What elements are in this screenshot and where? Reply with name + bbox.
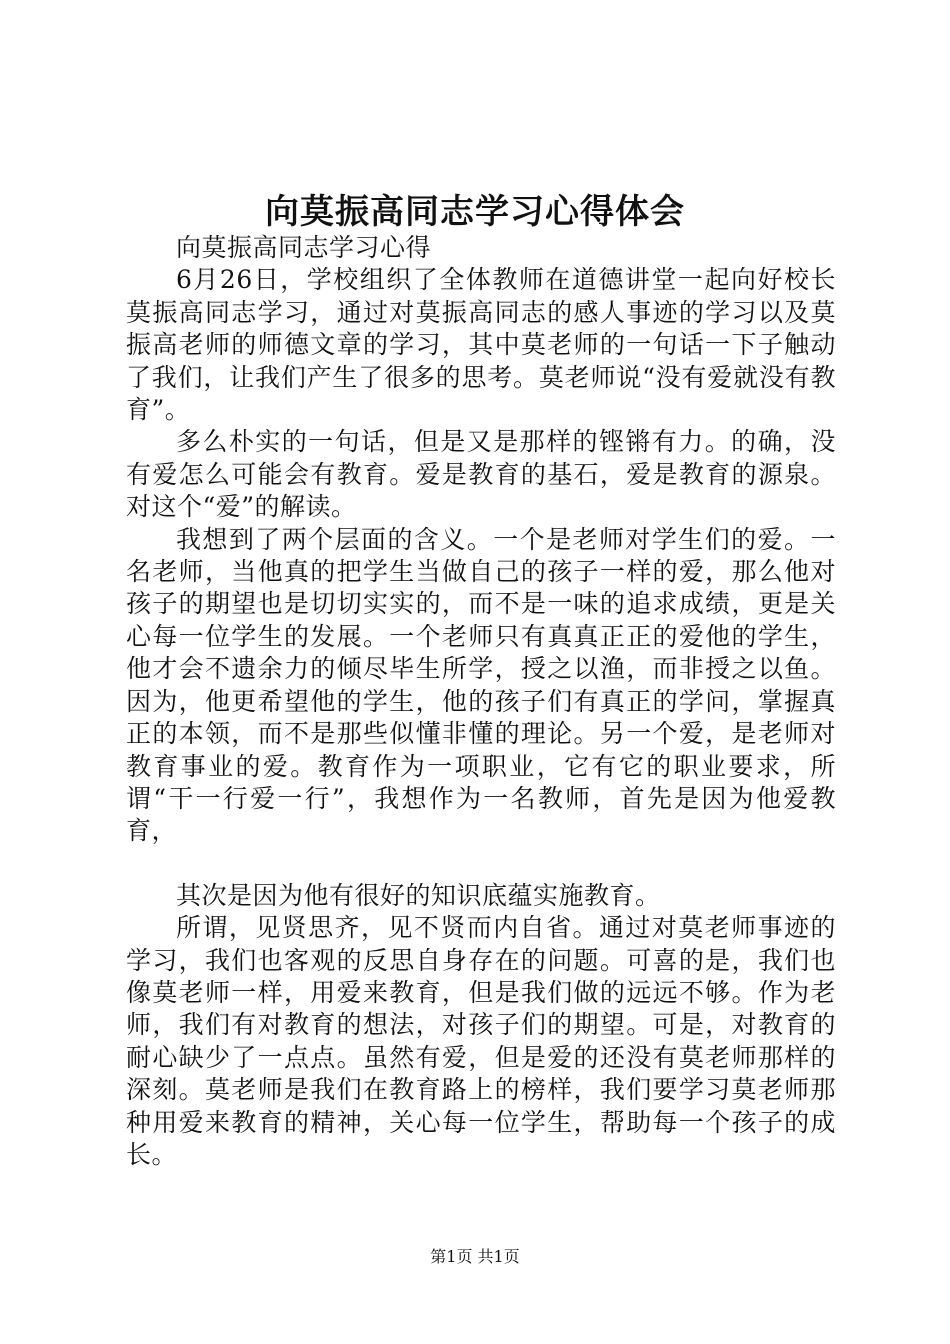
body-paragraph: 所谓，见贤思齐，见不贤而内自省。通过对莫老师事迹的学习，我们也客观的反思自身存在的问题。可喜的是，我们也像莫老师一样，用爱来教育，但是我们做的远远不够。作为老师，我们有对教育的想法，对孩子们的期望。可是，对教育的耐心缺少了一点点。虽然有爱，但是爱的还没有莫老师那样的深刻。莫老师是我们在教育路上的榜样，我们要学习莫老师那种用爱来教育的精神，关心每一位学生，帮助每一个孩子的成长。	[126, 913, 836, 1169]
document-body	[126, 232, 836, 1171]
body-paragraph: 6月26日，学校组织了全体教师在道德讲堂一起向好校长莫振高同志学习，通过对莫振高同志的感人事迹的学习以及莫振高老师的师德文章的学习，其中莫老师的一句话一下子触动了我们，让我们产生了很多的思考。莫老师说“没有爱就没有教育”。	[126, 265, 836, 425]
body-paragraph: 我想到了两个层面的含义。一个是老师对学生们的爱。一名老师，当他真的把学生当做自己的孩子一样的爱，那么他对孩子的期望也是切切实实的，而不是一味的追求成绩，更是关心每一位学生的发展。一个老师只有真真正正的爱他的学生，他才会不遗余力的倾尽毕生所学，授之以渔，而非授之以鱼。因为，他更希望他的学生，他的孩子们有真正的学问，掌握真正的本领，而不是那些似懂非懂的理论。另一个爱，是老师对教育事业的爱。教育作为一项职业，它有它的职业要求，所谓“干一行爱一行”，我想作为一名教师，首先是因为他爱教育，	[126, 524, 836, 846]
document-title: 向莫振高同志学习心得体会	[265, 192, 685, 232]
body-paragraph: 其次是因为他有很好的知识底蕴实施教育。	[176, 880, 661, 910]
subtitle-paragraph: 向莫振高同志学习心得	[176, 233, 432, 262]
body-paragraph: 多么朴实的一句话，但是又是那样的铿锵有力。的确，没有爱怎么可能会有教育。爱是教育的基石，爱是教育的源泉。对这个“爱”的解读。	[126, 427, 836, 522]
page-number-footer: 第1页 共1页	[430, 1247, 520, 1266]
